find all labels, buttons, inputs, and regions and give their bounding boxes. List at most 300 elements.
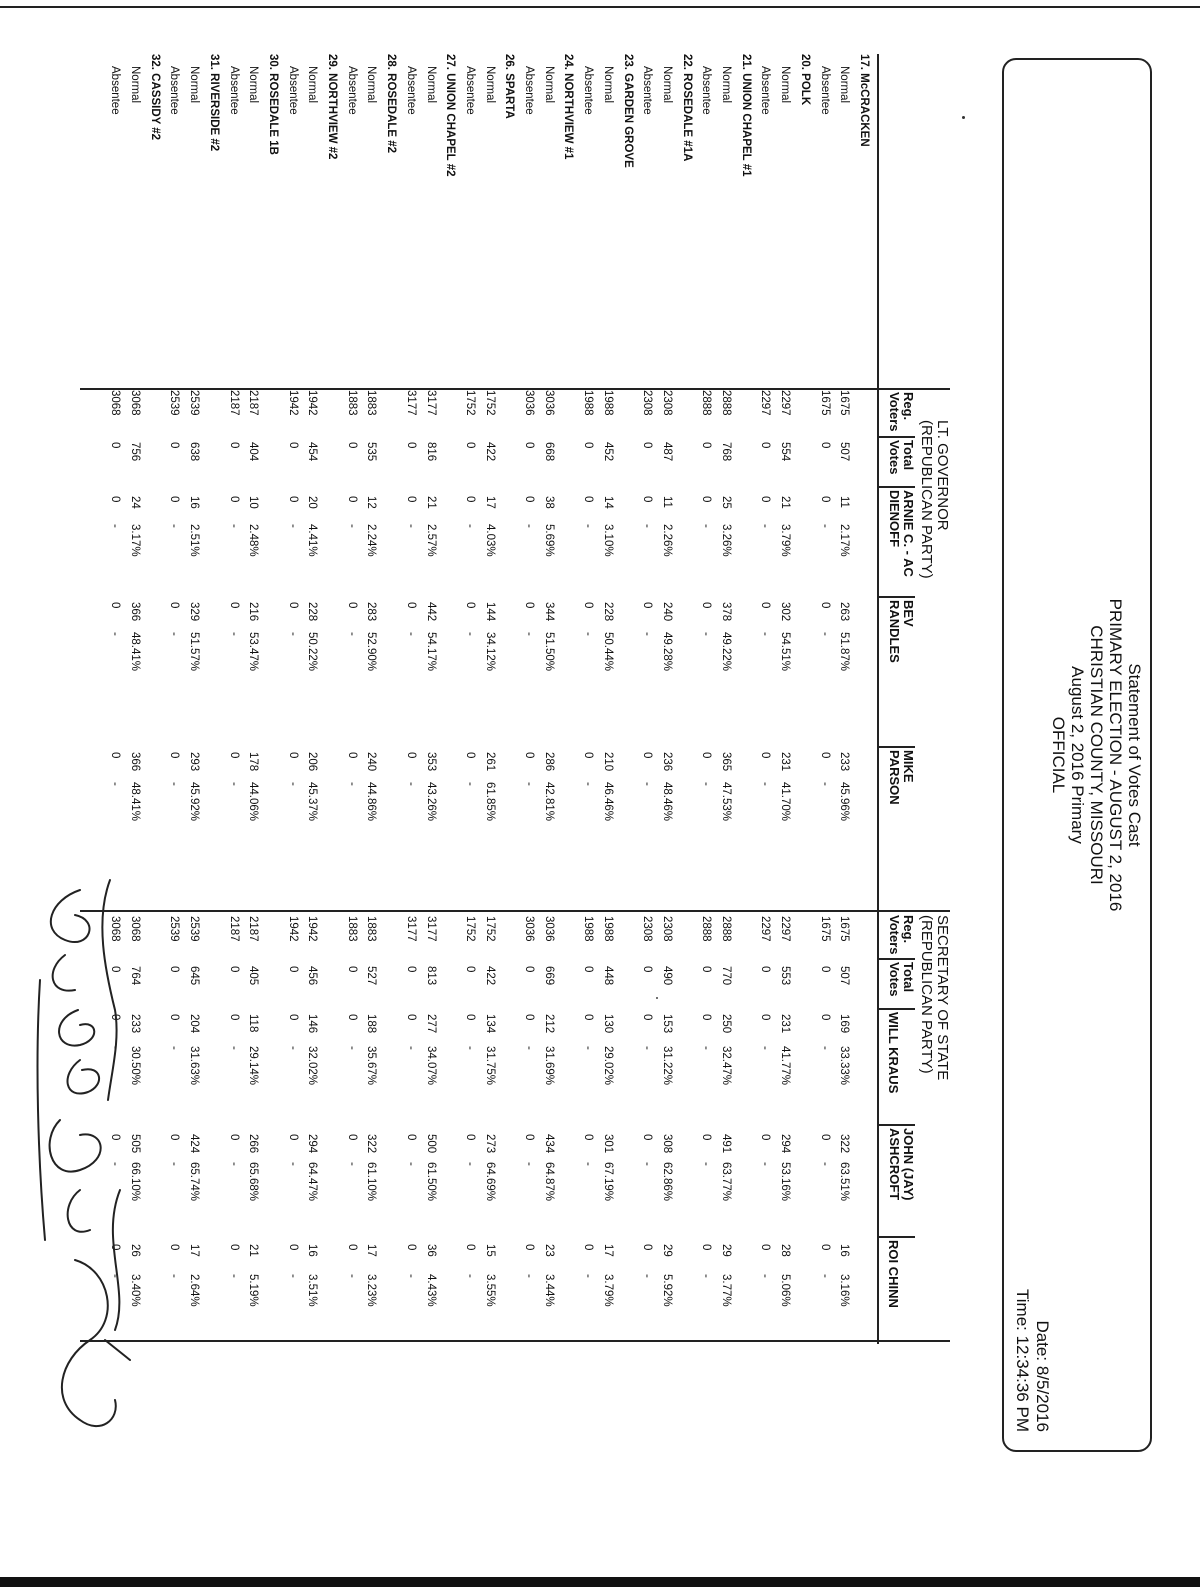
col-label: Voters: [887, 915, 902, 955]
secretary-of-state-cell: 0: [168, 966, 181, 973]
secretary-of-state-cell: -: [582, 1162, 595, 1166]
secretary-of-state-cell: -: [641, 1046, 654, 1050]
candidate-parson: [887, 750, 915, 805]
lt-governor-cell: 0: [227, 496, 240, 503]
secretary-of-state-cell: 153: [661, 1014, 673, 1034]
secretary-of-state-cell: 0: [818, 1134, 831, 1141]
lt-governor-cell: 404: [247, 442, 260, 462]
secretary-of-state-cell: -: [464, 1274, 476, 1278]
secretary-of-state-cell: 301: [601, 1134, 614, 1154]
precinct-row: [267, 54, 279, 1344]
lt-governor-cell: 0: [818, 752, 831, 759]
lt-governor-cell: 816: [424, 442, 437, 462]
secretary-of-state-cell: 36: [424, 1244, 437, 1257]
lt-governor-cell: -: [109, 524, 122, 528]
lt-governor-cell: -: [345, 632, 358, 636]
lt-governor-cell: 283: [365, 602, 378, 622]
lt-governor-cell: 240: [365, 752, 378, 772]
lt-governor-cell: 51.57%: [188, 632, 201, 672]
col-total-votes: [887, 440, 915, 474]
secretary-of-state-cell: 1942: [286, 916, 299, 942]
lt-governor-cell: -: [168, 632, 181, 636]
lt-governor-cell: 378: [720, 602, 733, 622]
precinct-name: 17. McCRACKEN: [858, 54, 870, 147]
secretary-of-state-cell: 645: [188, 966, 201, 986]
secretary-of-state-cell: 0: [700, 1014, 713, 1021]
lt-governor-cell: 0: [582, 752, 595, 759]
lt-governor-cell: 0: [641, 442, 654, 449]
secretary-of-state-cell: 1675: [838, 916, 851, 942]
lt-governor-cell: 0: [345, 752, 358, 759]
lt-governor-cell: 2187: [227, 390, 240, 416]
lt-governor-cell: -: [818, 782, 831, 786]
lt-governor-cell: 3.79%: [779, 524, 792, 557]
table-row: [602, 54, 614, 1344]
lt-governor-cell: 0: [464, 602, 476, 609]
lt-governor-cell: 0: [818, 496, 831, 503]
table-row: [779, 54, 791, 1344]
header-divider: [879, 1236, 915, 1238]
header-divider: [879, 486, 915, 488]
secretary-of-state-cell: 3177: [404, 916, 417, 942]
lt-governor-cell: 0: [109, 442, 122, 449]
row-type-label: Normal: [306, 66, 319, 104]
secretary-of-state-cell: 434: [542, 1134, 555, 1154]
lt-governor-cell: -: [700, 782, 713, 786]
secretary-of-state-cell: 5.19%: [247, 1274, 260, 1307]
secretary-of-state-cell: 3.40%: [129, 1274, 142, 1307]
lt-governor-cell: 0: [286, 752, 299, 759]
table-row: [700, 54, 712, 1344]
lt-governor-cell: -: [759, 782, 772, 786]
secretary-of-state-cell: 3.51%: [306, 1274, 319, 1307]
secretary-of-state-cell: 31.22%: [661, 1046, 673, 1086]
secretary-of-state-cell: 2539: [188, 916, 201, 942]
row-type-label: Absentee: [582, 66, 595, 115]
lt-governor-cell: 46.46%: [601, 782, 614, 822]
lt-governor-cell: -: [464, 782, 476, 786]
secretary-of-state-cell: 1752: [483, 916, 496, 942]
row-type-label: Absentee: [345, 66, 358, 115]
secretary-of-state-cell: 0: [818, 1014, 831, 1021]
lt-governor-cell: -: [345, 782, 358, 786]
secretary-of-state-cell: 0: [345, 966, 358, 973]
table-row: [838, 54, 850, 1344]
secretary-of-state-cell: -: [227, 1162, 240, 1166]
lt-governor-cell: -: [523, 524, 536, 528]
race-name: SECRETARY OF STATE: [934, 915, 951, 1081]
lt-governor-cell: 366: [129, 602, 142, 622]
lt-governor-cell: 45.96%: [838, 782, 851, 822]
lt-governor-cell: 3177: [404, 390, 417, 416]
secretary-of-state-cell: -: [818, 1162, 831, 1166]
lt-governor-cell: -: [109, 632, 122, 636]
secretary-of-state-cell: 29: [720, 1244, 733, 1257]
secretary-of-state-cell: 0: [818, 966, 831, 973]
lt-governor-cell: 638: [188, 442, 201, 462]
secretary-of-state-cell: 0: [641, 966, 654, 973]
lt-governor-cell: -: [227, 524, 240, 528]
secretary-of-state-cell: 500: [424, 1134, 437, 1154]
signature: [20, 860, 140, 1460]
secretary-of-state-cell: 134: [483, 1014, 496, 1034]
lt-governor-cell: 48.41%: [129, 632, 142, 672]
lt-governor-cell: 47.53%: [720, 782, 733, 822]
secretary-of-state-cell: 17: [188, 1244, 201, 1257]
secretary-of-state-cell: 1675: [818, 916, 831, 942]
secretary-of-state-cell: -: [641, 1274, 654, 1278]
secretary-of-state-cell: -: [700, 1274, 713, 1278]
candidate-name: ARNIE C. - AC: [901, 490, 916, 577]
row-type-label: Absentee: [759, 66, 772, 115]
lt-governor-cell: 365: [720, 752, 733, 772]
lt-governor-cell: -: [286, 632, 299, 636]
row-type-label: Normal: [247, 66, 260, 104]
header-divider: [879, 596, 915, 598]
secretary-of-state-cell: -: [227, 1046, 240, 1050]
secretary-of-state-cell: 0: [168, 1014, 181, 1021]
lt-governor-cell: 3068: [109, 390, 122, 416]
secretary-of-state-cell: 308: [661, 1134, 673, 1154]
secretary-of-state-cell: 204: [188, 1014, 201, 1034]
lt-governor-cell: 1752: [483, 390, 496, 416]
secretary-of-state-cell: 63.51%: [838, 1162, 851, 1202]
lt-governor-cell: 44.86%: [365, 782, 378, 822]
lt-governor-cell: 0: [227, 602, 240, 609]
lt-governor-cell: 452: [601, 442, 614, 462]
secretary-of-state-cell: 273: [483, 1134, 496, 1154]
lt-governor-cell: 50.22%: [306, 632, 319, 672]
secretary-of-state-cell: 424: [188, 1134, 201, 1154]
secretary-of-state-cell: 3.16%: [838, 1274, 851, 1307]
secretary-of-state-cell: 3068: [129, 916, 142, 942]
lt-governor-cell: 206: [306, 752, 319, 772]
secretary-of-state-cell: 0: [404, 966, 417, 973]
lt-governor-cell: 0: [582, 602, 595, 609]
secretary-of-state-cell: 250: [720, 1014, 733, 1034]
lt-governor-cell: 0: [700, 496, 713, 503]
secretary-of-state-cell: 26: [129, 1244, 142, 1257]
secretary-of-state-cell: -: [464, 1162, 476, 1166]
row-type-label: Normal: [779, 66, 792, 104]
lt-governor-cell: 353: [424, 752, 437, 772]
candidate-name: WILL KRAUS: [886, 1012, 901, 1094]
lt-governor-cell: -: [523, 632, 536, 636]
lt-governor-cell: 236: [661, 752, 673, 772]
lt-governor-cell: 0: [168, 602, 181, 609]
secretary-of-state-cell: 2888: [720, 916, 733, 942]
lt-governor-cell: -: [641, 632, 654, 636]
secretary-of-state-cell: 34.07%: [424, 1046, 437, 1086]
lt-governor-cell: 38: [542, 496, 555, 509]
lt-governor-cell: 1675: [818, 390, 831, 416]
secretary-of-state-cell: 0: [227, 1244, 240, 1251]
secretary-of-state-cell: 0: [700, 966, 713, 973]
lt-governor-cell: 0: [759, 442, 772, 449]
lt-governor-cell: 442: [424, 602, 437, 622]
row-type-label: Normal: [661, 66, 673, 104]
secretary-of-state-cell: -: [286, 1046, 299, 1050]
lt-governor-cell: 14: [601, 496, 614, 509]
secretary-of-state-cell: 3.23%: [365, 1274, 378, 1307]
secretary-of-state-cell: 67.19%: [601, 1162, 614, 1202]
lt-governor-cell: 261: [483, 752, 496, 772]
table-row: [464, 54, 476, 1344]
row-type-label: Absentee: [227, 66, 240, 115]
secretary-of-state-cell: 1988: [601, 916, 614, 942]
secretary-of-state-cell: 33.33%: [838, 1046, 851, 1086]
secretary-of-state-cell: 2308: [661, 916, 673, 942]
lt-governor-cell: 25: [720, 496, 733, 509]
lt-governor-cell: 49.28%: [661, 632, 673, 672]
secretary-of-state-cell: -: [523, 1046, 536, 1050]
lt-governor-cell: -: [759, 632, 772, 636]
table-row: [405, 54, 417, 1344]
lt-governor-cell: 1988: [582, 390, 595, 416]
secretary-of-state-cell: 294: [779, 1134, 792, 1154]
row-type-label: Normal: [720, 66, 733, 104]
secretary-of-state-cell: 527: [365, 966, 378, 986]
secretary-of-state-cell: 764: [129, 966, 142, 986]
lt-governor-cell: 54.51%: [779, 632, 792, 672]
lt-governor-cell: 34.12%: [483, 632, 496, 672]
lt-governor-cell: 0: [227, 752, 240, 759]
secretary-of-state-cell: 130: [601, 1014, 614, 1034]
lt-governor-cell: 0: [700, 752, 713, 759]
table-row: [641, 54, 653, 1344]
secretary-of-state-cell: 0: [818, 1244, 831, 1251]
lt-governor-cell: 0: [759, 752, 772, 759]
lt-governor-cell: 0: [109, 602, 122, 609]
secretary-of-state-cell: 2187: [227, 916, 240, 942]
table-row: [228, 54, 240, 1344]
candidate-randles: [887, 600, 915, 663]
lt-governor-cell: -: [700, 524, 713, 528]
lt-governor-cell: 293: [188, 752, 201, 772]
race-title-secretary-of-state: [918, 915, 950, 1080]
col-label: Votes: [887, 962, 902, 997]
lt-governor-cell: 329: [188, 602, 201, 622]
secretary-of-state-cell: 0: [404, 1134, 417, 1141]
lt-governor-cell: 3068: [129, 390, 142, 416]
secretary-of-state-cell: 456: [306, 966, 319, 986]
lt-governor-cell: 228: [601, 602, 614, 622]
lt-governor-cell: 3177: [424, 390, 437, 416]
precinct-row: [149, 54, 161, 1344]
secretary-of-state-cell: 15: [483, 1244, 496, 1257]
precinct-row: [799, 54, 811, 1344]
secretary-of-state-cell: 65.74%: [188, 1162, 201, 1202]
secretary-of-state-cell: 31.75%: [483, 1046, 496, 1086]
secretary-of-state-cell: 169: [838, 1014, 851, 1034]
lt-governor-cell: 0: [109, 496, 122, 503]
lt-governor-cell: 302: [779, 602, 792, 622]
secretary-of-state-cell: 0: [523, 1244, 536, 1251]
secretary-of-state-cell: 63.77%: [720, 1162, 733, 1202]
lt-governor-cell: -: [404, 782, 417, 786]
lt-governor-cell: -: [641, 782, 654, 786]
secretary-of-state-cell: 146: [306, 1014, 319, 1034]
secretary-of-state-cell: 0: [404, 1014, 417, 1021]
secretary-of-state-cell: 61.50%: [424, 1162, 437, 1202]
table-row: [425, 54, 437, 1344]
secretary-of-state-cell: -: [286, 1162, 299, 1166]
lt-governor-cell: 0: [168, 752, 181, 759]
secretary-of-state-cell: 0: [759, 966, 772, 973]
lt-governor-cell: 45.92%: [188, 782, 201, 822]
header-title-line: OFFICIAL: [1049, 716, 1068, 794]
table-row: [287, 54, 299, 1344]
lt-governor-cell: -: [109, 782, 122, 786]
secretary-of-state-cell: -: [700, 1046, 713, 1050]
header-title-line: PRIMARY ELECTION - AUGUST 2, 2016: [1106, 598, 1125, 912]
secretary-of-state-cell: 0: [464, 1014, 476, 1021]
candidate-name: DIENOFF: [887, 490, 902, 548]
secretary-of-state-cell: 813: [424, 966, 437, 986]
secretary-of-state-cell: 30.50%: [129, 1046, 142, 1086]
secretary-of-state-cell: 28: [779, 1244, 792, 1257]
lt-governor-cell: 554: [779, 442, 792, 462]
lt-governor-cell: 2.51%: [188, 524, 201, 557]
secretary-of-state-cell: 0: [700, 1244, 713, 1251]
lt-governor-cell: 1942: [286, 390, 299, 416]
secretary-of-state-cell: 2308: [641, 916, 654, 942]
precinct-row: [444, 54, 456, 1344]
lt-governor-cell: 2888: [700, 390, 713, 416]
table-row: [188, 54, 200, 1344]
secretary-of-state-cell: 0: [109, 966, 122, 973]
col-label: Voters: [887, 392, 902, 432]
precinct-name: 26. SPARTA: [503, 54, 516, 119]
precinct-row: [503, 54, 515, 1344]
precinct-name: 29. NORTHVIEW #2: [326, 54, 339, 160]
secretary-of-state-cell: 3177: [424, 916, 437, 942]
lt-governor-cell: 43.26%: [424, 782, 437, 822]
lt-governor-cell: 668: [542, 442, 555, 462]
lt-governor-cell: 216: [247, 602, 260, 622]
secretary-of-state-cell: 61.10%: [365, 1162, 378, 1202]
secretary-of-state-cell: 5.92%: [661, 1274, 673, 1307]
secretary-of-state-cell: 29.02%: [601, 1046, 614, 1086]
row-type-label: Normal: [188, 66, 201, 104]
secretary-of-state-cell: 29.14%: [247, 1046, 260, 1086]
row-type-label: Normal: [838, 66, 851, 104]
lt-governor-cell: 2539: [168, 390, 181, 416]
secretary-of-state-cell: 3068: [109, 916, 122, 942]
secretary-of-state-cell: 0: [109, 1134, 122, 1141]
precinct-row: [858, 54, 870, 1344]
secretary-of-state-cell: 188: [365, 1014, 378, 1034]
secretary-of-state-cell: 0: [404, 1244, 417, 1251]
secretary-of-state-cell: -: [523, 1162, 536, 1166]
lt-governor-cell: 1988: [601, 390, 614, 416]
lt-governor-cell: 48.46%: [661, 782, 673, 822]
secretary-of-state-cell: 0: [582, 966, 595, 973]
table-row: [582, 54, 594, 1344]
secretary-of-state-cell: 0: [227, 1014, 240, 1021]
lt-governor-cell: 0: [345, 442, 358, 449]
secretary-of-state-cell: 422: [483, 966, 496, 986]
secretary-of-state-cell: 0: [464, 966, 476, 973]
secretary-of-state-cell: 32.02%: [306, 1046, 319, 1086]
lt-governor-cell: 0: [641, 752, 654, 759]
secretary-of-state-cell: -: [404, 1046, 417, 1050]
secretary-of-state-cell: 0: [286, 1134, 299, 1141]
lt-governor-cell: 366: [129, 752, 142, 772]
lt-governor-cell: 44.06%: [247, 782, 260, 822]
secretary-of-state-cell: -: [109, 1162, 122, 1166]
secretary-of-state-cell: -: [759, 1046, 772, 1050]
lt-governor-cell: -: [523, 782, 536, 786]
secretary-of-state-cell: 0: [700, 1134, 713, 1141]
secretary-of-state-cell: 277: [424, 1014, 437, 1034]
table-row: [346, 54, 358, 1344]
row-type-label: Absentee: [404, 66, 417, 115]
header-title-line: CHRISTIAN COUNTY, MISSOURI: [1087, 625, 1106, 885]
candidate-name: ASHCROFT: [887, 1128, 902, 1201]
candidate-name: JOHN (JAY): [901, 1128, 916, 1201]
secretary-of-state-cell: 3036: [523, 916, 536, 942]
lt-governor-cell: -: [818, 524, 831, 528]
secretary-of-state-cell: 3.79%: [601, 1274, 614, 1307]
row-type-label: Absentee: [286, 66, 299, 115]
lt-governor-cell: -: [286, 782, 299, 786]
lt-governor-cell: 144: [483, 602, 496, 622]
secretary-of-state-cell: 0: [464, 1244, 476, 1251]
precinct-row: [208, 54, 220, 1344]
secretary-of-state-cell: 4.43%: [424, 1274, 437, 1307]
lt-governor-cell: 535: [365, 442, 378, 462]
lt-governor-cell: 0: [582, 496, 595, 503]
lt-governor-cell: -: [168, 524, 181, 528]
race-name: LT. GOVERNOR: [934, 420, 951, 531]
col-label: Total: [901, 962, 916, 993]
precinct-name: 20. POLK: [798, 54, 811, 106]
secretary-of-state-cell: 0: [345, 1014, 358, 1021]
lt-governor-cell: 0: [582, 442, 595, 449]
race-title-lt-governor: [918, 420, 950, 579]
secretary-of-state-cell: 118: [247, 1014, 260, 1033]
lt-governor-cell: 454: [306, 442, 319, 462]
lt-governor-cell: 263: [838, 602, 851, 622]
lt-governor-cell: 52.90%: [365, 632, 378, 672]
secretary-of-state-cell: 294: [306, 1134, 319, 1154]
lt-governor-cell: 3.26%: [720, 524, 733, 557]
lt-governor-cell: 21: [779, 496, 792, 509]
row-type-label: Normal: [483, 66, 496, 104]
secretary-of-state-cell: 2539: [168, 916, 181, 942]
secretary-of-state-cell: 16: [306, 1244, 319, 1257]
lt-governor-cell: 0: [109, 752, 122, 759]
secretary-of-state-cell: 322: [365, 1134, 378, 1154]
lt-governor-cell: 1675: [838, 390, 851, 416]
candidate-name: ROI CHINN: [886, 1240, 901, 1308]
row-type-label: Normal: [365, 66, 378, 104]
lt-governor-cell: -: [464, 632, 476, 636]
header-title-line: August 2, 2016 Primary: [1068, 666, 1087, 844]
secretary-of-state-cell: -: [582, 1274, 595, 1278]
secretary-of-state-cell: 1752: [464, 916, 476, 942]
lt-governor-cell: 2187: [247, 390, 260, 416]
lt-governor-cell: 1752: [464, 390, 476, 416]
lt-governor-cell: 0: [286, 602, 299, 609]
lt-governor-cell: -: [227, 782, 240, 786]
lt-governor-cell: 0: [641, 496, 654, 503]
secretary-of-state-cell: 53.16%: [779, 1162, 792, 1202]
table-row: [819, 54, 831, 1344]
lt-governor-cell: 233: [838, 752, 851, 772]
secretary-of-state-cell: 0: [286, 1244, 299, 1251]
